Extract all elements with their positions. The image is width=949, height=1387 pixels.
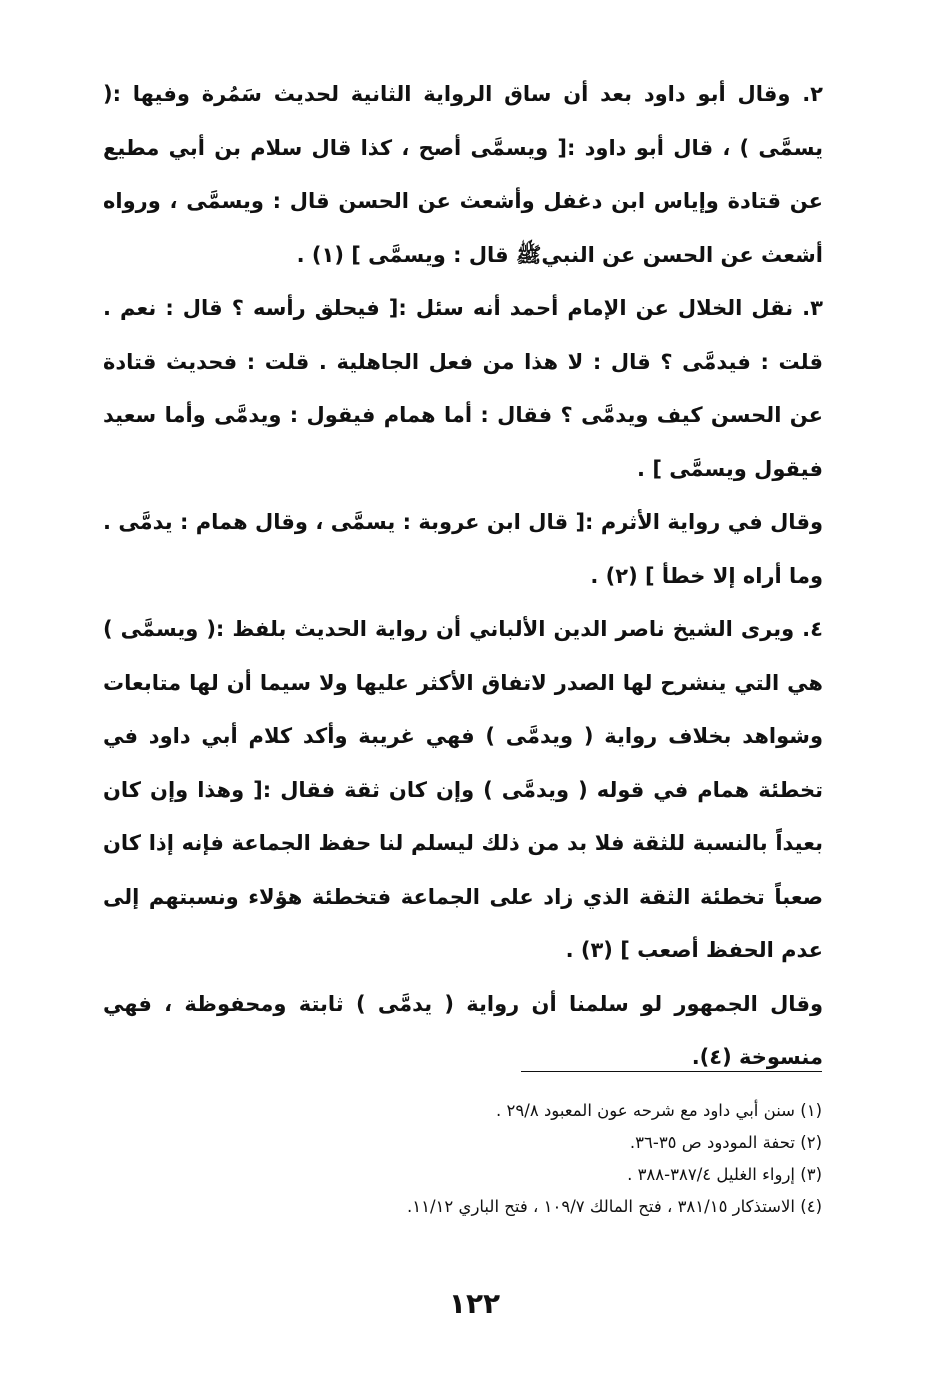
footnote-2: (٢) تحفة المودود ص ٣٥-٣٦. [629,1133,822,1152]
paragraph-3-athram: وقال في رواية الأثرم :[ قال ابن عروبة : يسمَّى ، وقال همام : يدمَّى . وما أراه إلا خطأ ] (٢) . [103,510,823,588]
paragraph-2: ٢. وقال أبو داود بعد أن ساق الرواية الثانية لحديث سَمُرة وفيها :( يسمَّى ) ، قال أبو داود :[ ويسمَّى أصح ، كذا قال سلام بن أبي مطيع عن قتادة وإياس ابن دغفل وأشعث عن الحسن قال : ويسمَّى ، ورواه أشعث عن الحسن عن النبيﷺ قال : ويسمَّى ] (١) . [103,82,823,267]
footnote-4: (٤) الاستذكار ٣٨١/١٥ ، فتح المالك ١٠٩/٧ ، فتح الباري ١١/١٢. [407,1197,822,1216]
main-text [103,68,823,1085]
paragraph-3: ٣. نقل الخلال عن الإمام أحمد أنه سئل :[ فيحلق رأسه ؟ قال : نعم . قلت : فيدمَّى ؟ قال : لا هذا من فعل الجاهلية . قلت : فحديث قتادة عن الحسن كيف ويدمَّى ؟ فقال : أما همام فيقول : ويدمَّى وأما سعيد فيقول ويسمَّى ] . [103,296,823,481]
paragraph-jumhur: وقال الجمهور لو سلمنا أن رواية ( يدمَّى ) ثابتة ومحفوظة ، فهي منسوخة (٤). [103,991,823,1069]
footnotes [140,1095,822,1223]
paragraph-4: ٤. ويرى الشيخ ناصر الدين الألباني أن رواية الحديث بلفظ :( ويسمَّى ) هي التي ينشرح لها الصدر لاتفاق الأكثر عليها ولا سيما أن لها متابعات وشواهد بخلاف رواية ( ويدمَّى ) فهي غريبة وأكد كلام أبي داود في تخطئة همام في قوله ( ويدمَّى ) وإن كان ثقة فقال :[ وهذا وإن كان بعيداً بالنسبة للثقة فلا بد من ذلك ليسلم لنا حفظ الجماعة فإنه إذا كان صعباً تخطئة الثقة الذي زاد على الجماعة فتخطئة هؤلاء ونسبتهم إلى عدم الحفظ أصعب ] (٣) . [103,617,823,962]
footnote-3: (٣) إرواء الغليل ٣٨٧/٤-٣٨٨ . [627,1165,822,1184]
footnote-1: (١) سنن أبي داود مع شرحه عون المعبود ٢٩/٨ . [496,1101,822,1120]
page-number: ١٢٢ [448,1287,501,1320]
footnote-divider [521,1071,822,1072]
